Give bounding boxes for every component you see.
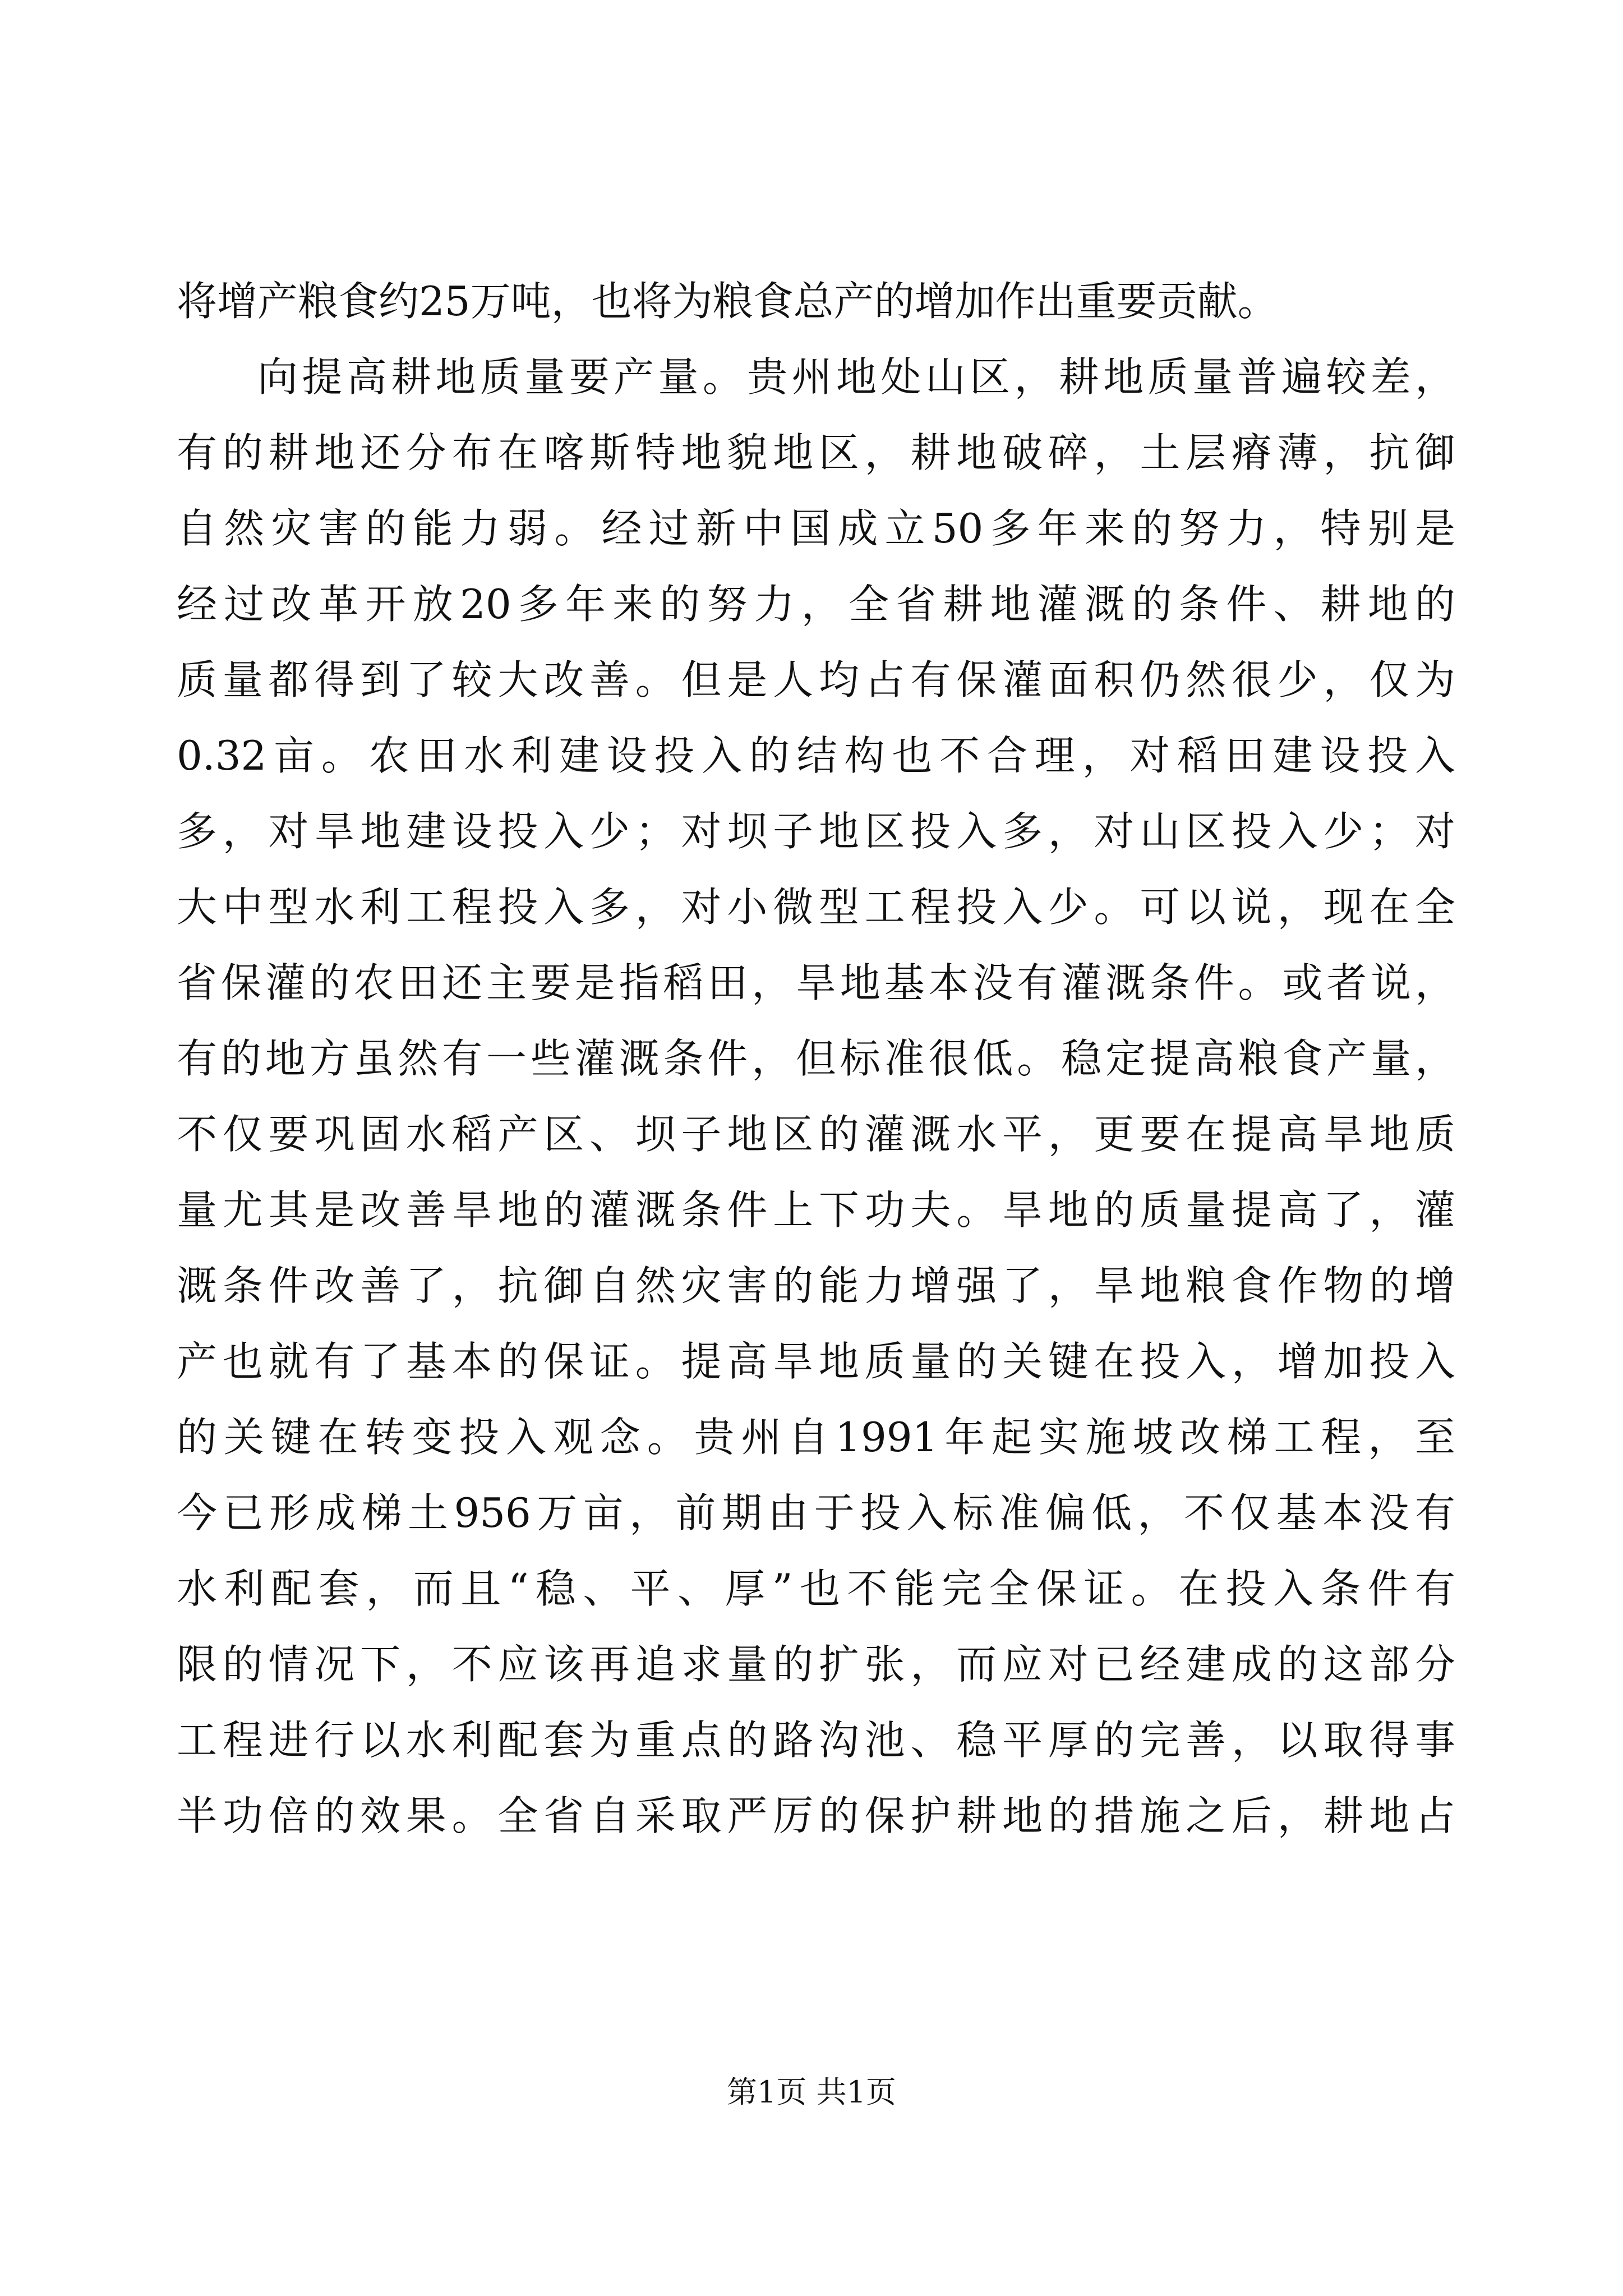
text-line: 的关键在转变投入观念。贵州自1991年起实施坡改梯工程，至 <box>177 1414 1455 1461</box>
text-line: 不仅要巩固水稻产区、坝子地区的灌溉水平，更要在提高旱地质 <box>177 1111 1455 1158</box>
text-line: 今已形成梯土956万亩，前期由于投入标准偏低，不仅基本没有 <box>177 1489 1455 1536</box>
text-line: 将增产粮食约25万吨，也将为粮食总产的增加作出重要贡献。 <box>177 278 1278 325</box>
text-line: 有的耕地还分布在喀斯特地貌地区，耕地破碎，土层瘠薄，抗御 <box>177 429 1455 476</box>
text-line: 经过改革开放20多年来的努力，全省耕地灌溉的条件、耕地的 <box>177 581 1455 628</box>
text-line: 向提高耕地质量要产量。贵州地处山区，耕地质量普遍较差， <box>257 353 1455 401</box>
text-line: 质量都得到了较大改善。但是人均占有保灌面积仍然很少，仅为 <box>177 656 1455 703</box>
text-line: 自然灾害的能力弱。经过新中国成立50多年来的努力，特别是 <box>177 505 1455 552</box>
text-line: 水利配套，而且“稳、平、厚”也不能完全保证。在投入条件有 <box>177 1565 1455 1612</box>
page-footer <box>0 2073 1623 2112</box>
text-line: 工程进行以水利配套为重点的路沟池、稳平厚的完善，以取得事 <box>177 1717 1455 1764</box>
text-line: 省保灌的农田还主要是指稻田，旱地基本没有灌溉条件。或者说， <box>177 959 1455 1006</box>
text-line: 产也就有了基本的保证。提高旱地质量的关键在投入，增加投入 <box>177 1338 1455 1385</box>
text-line: 半功倍的效果。全省自采取严厉的保护耕地的措施之后，耕地占 <box>177 1792 1455 1839</box>
text-line: 大中型水利工程投入多，对小微型工程投入少。可以说，现在全 <box>177 884 1455 931</box>
page-number-label: 第1页 共1页 <box>727 2074 896 2110</box>
text-line: 0.32亩。农田水利建设投入的结构也不合理，对稻田建设投入 <box>177 732 1455 779</box>
text-line: 限的情况下，不应该再追求量的扩张，而应对已经建成的这部分 <box>177 1641 1455 1688</box>
text-line: 有的地方虽然有一些灌溉条件，但标准很低。稳定提高粮食产量， <box>177 1035 1455 1082</box>
text-line: 量尤其是改善旱地的灌溉条件上下功夫。旱地的质量提高了，灌 <box>177 1186 1455 1234</box>
text-line: 溉条件改善了，抗御自然灾害的能力增强了，旱地粮食作物的增 <box>177 1262 1455 1309</box>
text-line: 多，对旱地建设投入少；对坝子地区投入多，对山区投入少；对 <box>177 808 1455 855</box>
body-text <box>177 264 1455 1854</box>
